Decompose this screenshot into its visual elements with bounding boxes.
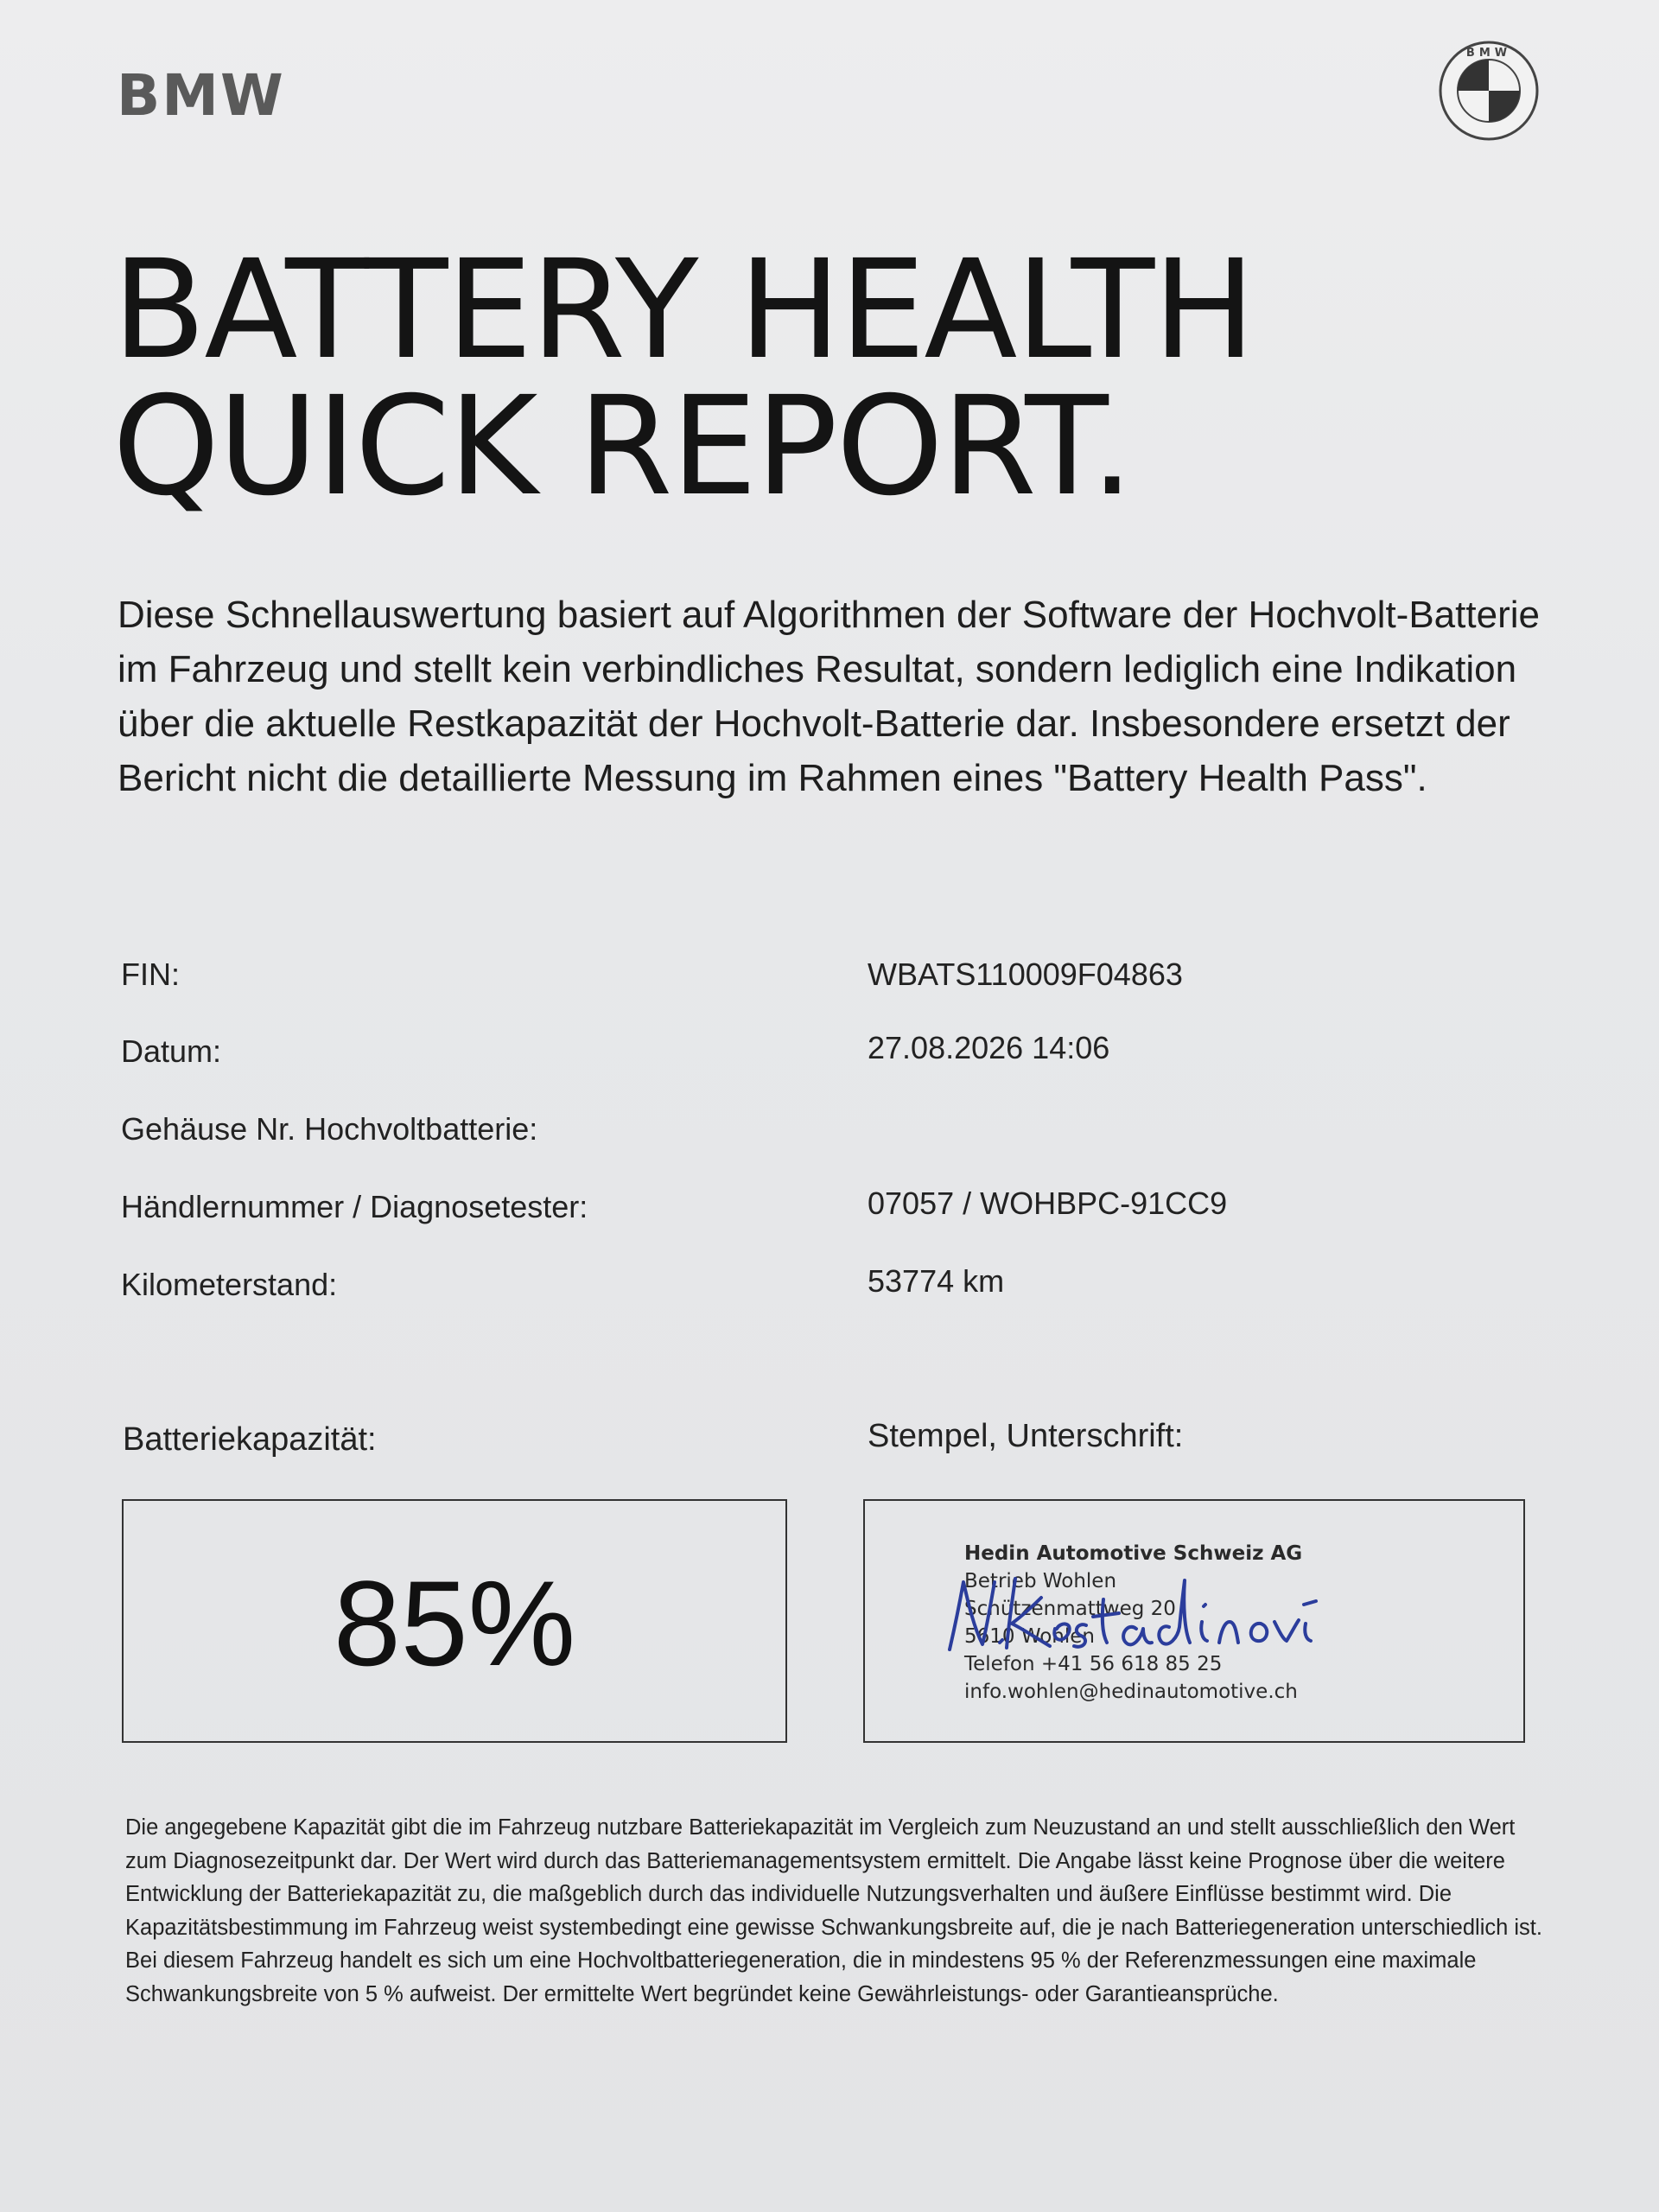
field-value-haendler: 07057 / WOHBPC-91CC9 xyxy=(868,1185,1228,1221)
field-value-fin: WBATS110009F04863 xyxy=(868,957,1183,992)
stamp-box xyxy=(863,1499,1525,1743)
field-label-fin: FIN: xyxy=(121,957,180,992)
field-label-haendler: Händlernummer / Diagnosetester: xyxy=(121,1189,588,1224)
intro-paragraph: Diese Schnellauswertung basiert auf Algorithmen der Software der Hochvolt-Batterie im Fahrzeug und stellt kein verbindliches Resultat, sondern lediglich eine Indikation über die aktuelle Restkapazität der Hochvolt-Batterie dar. Insbesondere ersetzt der Bericht nicht die detaillierte Messung im Rahmen eines "Battery Health Pass". xyxy=(118,594,1540,799)
report-title-line-1: BATTERY HEALTH xyxy=(112,231,1255,390)
stamp-line: 5610 Wohlen xyxy=(964,1625,1096,1648)
capacity-value: 85% xyxy=(333,1555,576,1691)
stamp-line: info.wohlen@hedinautomotive.ch xyxy=(964,1681,1298,1703)
disclaimer-paragraph: Die angegebene Kapazität gibt die im Fahrzeug nutzbare Batteriekapazität im Vergleich zum Neuzustand an und stellt ausschließlich den Wert zum Diagnosezeitpunkt dar. Der Wert wird durch das Batteriemanagementsystem ermittelt. Die Angabe lässt keine Prognose über die weitere Entwicklung der Batteriekapazität zu, die maßgeblich durch das individuelle Nutzungsverhalten und äußere Einflüsse bestimmt wird. Die Kapazitätsbestimmung im Fahrzeug weist systembedingt eine gewisse Schwankungsbreite auf, die je nach Batteriegeneration unterschiedlich ist. Bei diesem Fahrzeug handelt es sich um eine Hochvoltbatteriegeneration, die in mindestens 95 % der Referenzmessungen eine maximale Schwankungsbreite von 5 % aufweist. Der ermittelte Wert begründet keine Gewährleistungs- oder Garantieansprüche. xyxy=(125,1815,1542,2006)
field-value-kilometerstand: 53774 km xyxy=(868,1263,1005,1299)
stamp-line: Betrieb Wohlen xyxy=(964,1570,1117,1592)
stamp-label: Stempel, Unterschrift: xyxy=(868,1418,1184,1454)
field-value-datum: 27.08.2026 14:06 xyxy=(868,1030,1110,1065)
field-label-datum: Datum: xyxy=(121,1033,222,1069)
field-label-kilometerstand: Kilometerstand: xyxy=(121,1267,338,1302)
capacity-label: Batteriekapazität: xyxy=(123,1421,377,1458)
report-title xyxy=(112,231,1255,526)
handwritten-signature xyxy=(925,1553,1323,1682)
stamp-line: Telefon +41 56 618 85 25 xyxy=(964,1653,1223,1675)
report-title-line-2: QUICK REPORT. xyxy=(112,367,1133,526)
brand-wordmark: BMW xyxy=(117,62,285,129)
svg-text:BMW: BMW xyxy=(1465,47,1512,60)
bmw-roundel-logo-icon xyxy=(1437,39,1541,143)
stamp-line: Hedin Automotive Schweiz AG xyxy=(964,1542,1303,1565)
capacity-box xyxy=(122,1499,787,1743)
field-label-gehaeuse: Gehäuse Nr. Hochvoltbatterie: xyxy=(121,1111,538,1147)
stamp-line: Schützenmattweg 20 xyxy=(964,1598,1176,1620)
